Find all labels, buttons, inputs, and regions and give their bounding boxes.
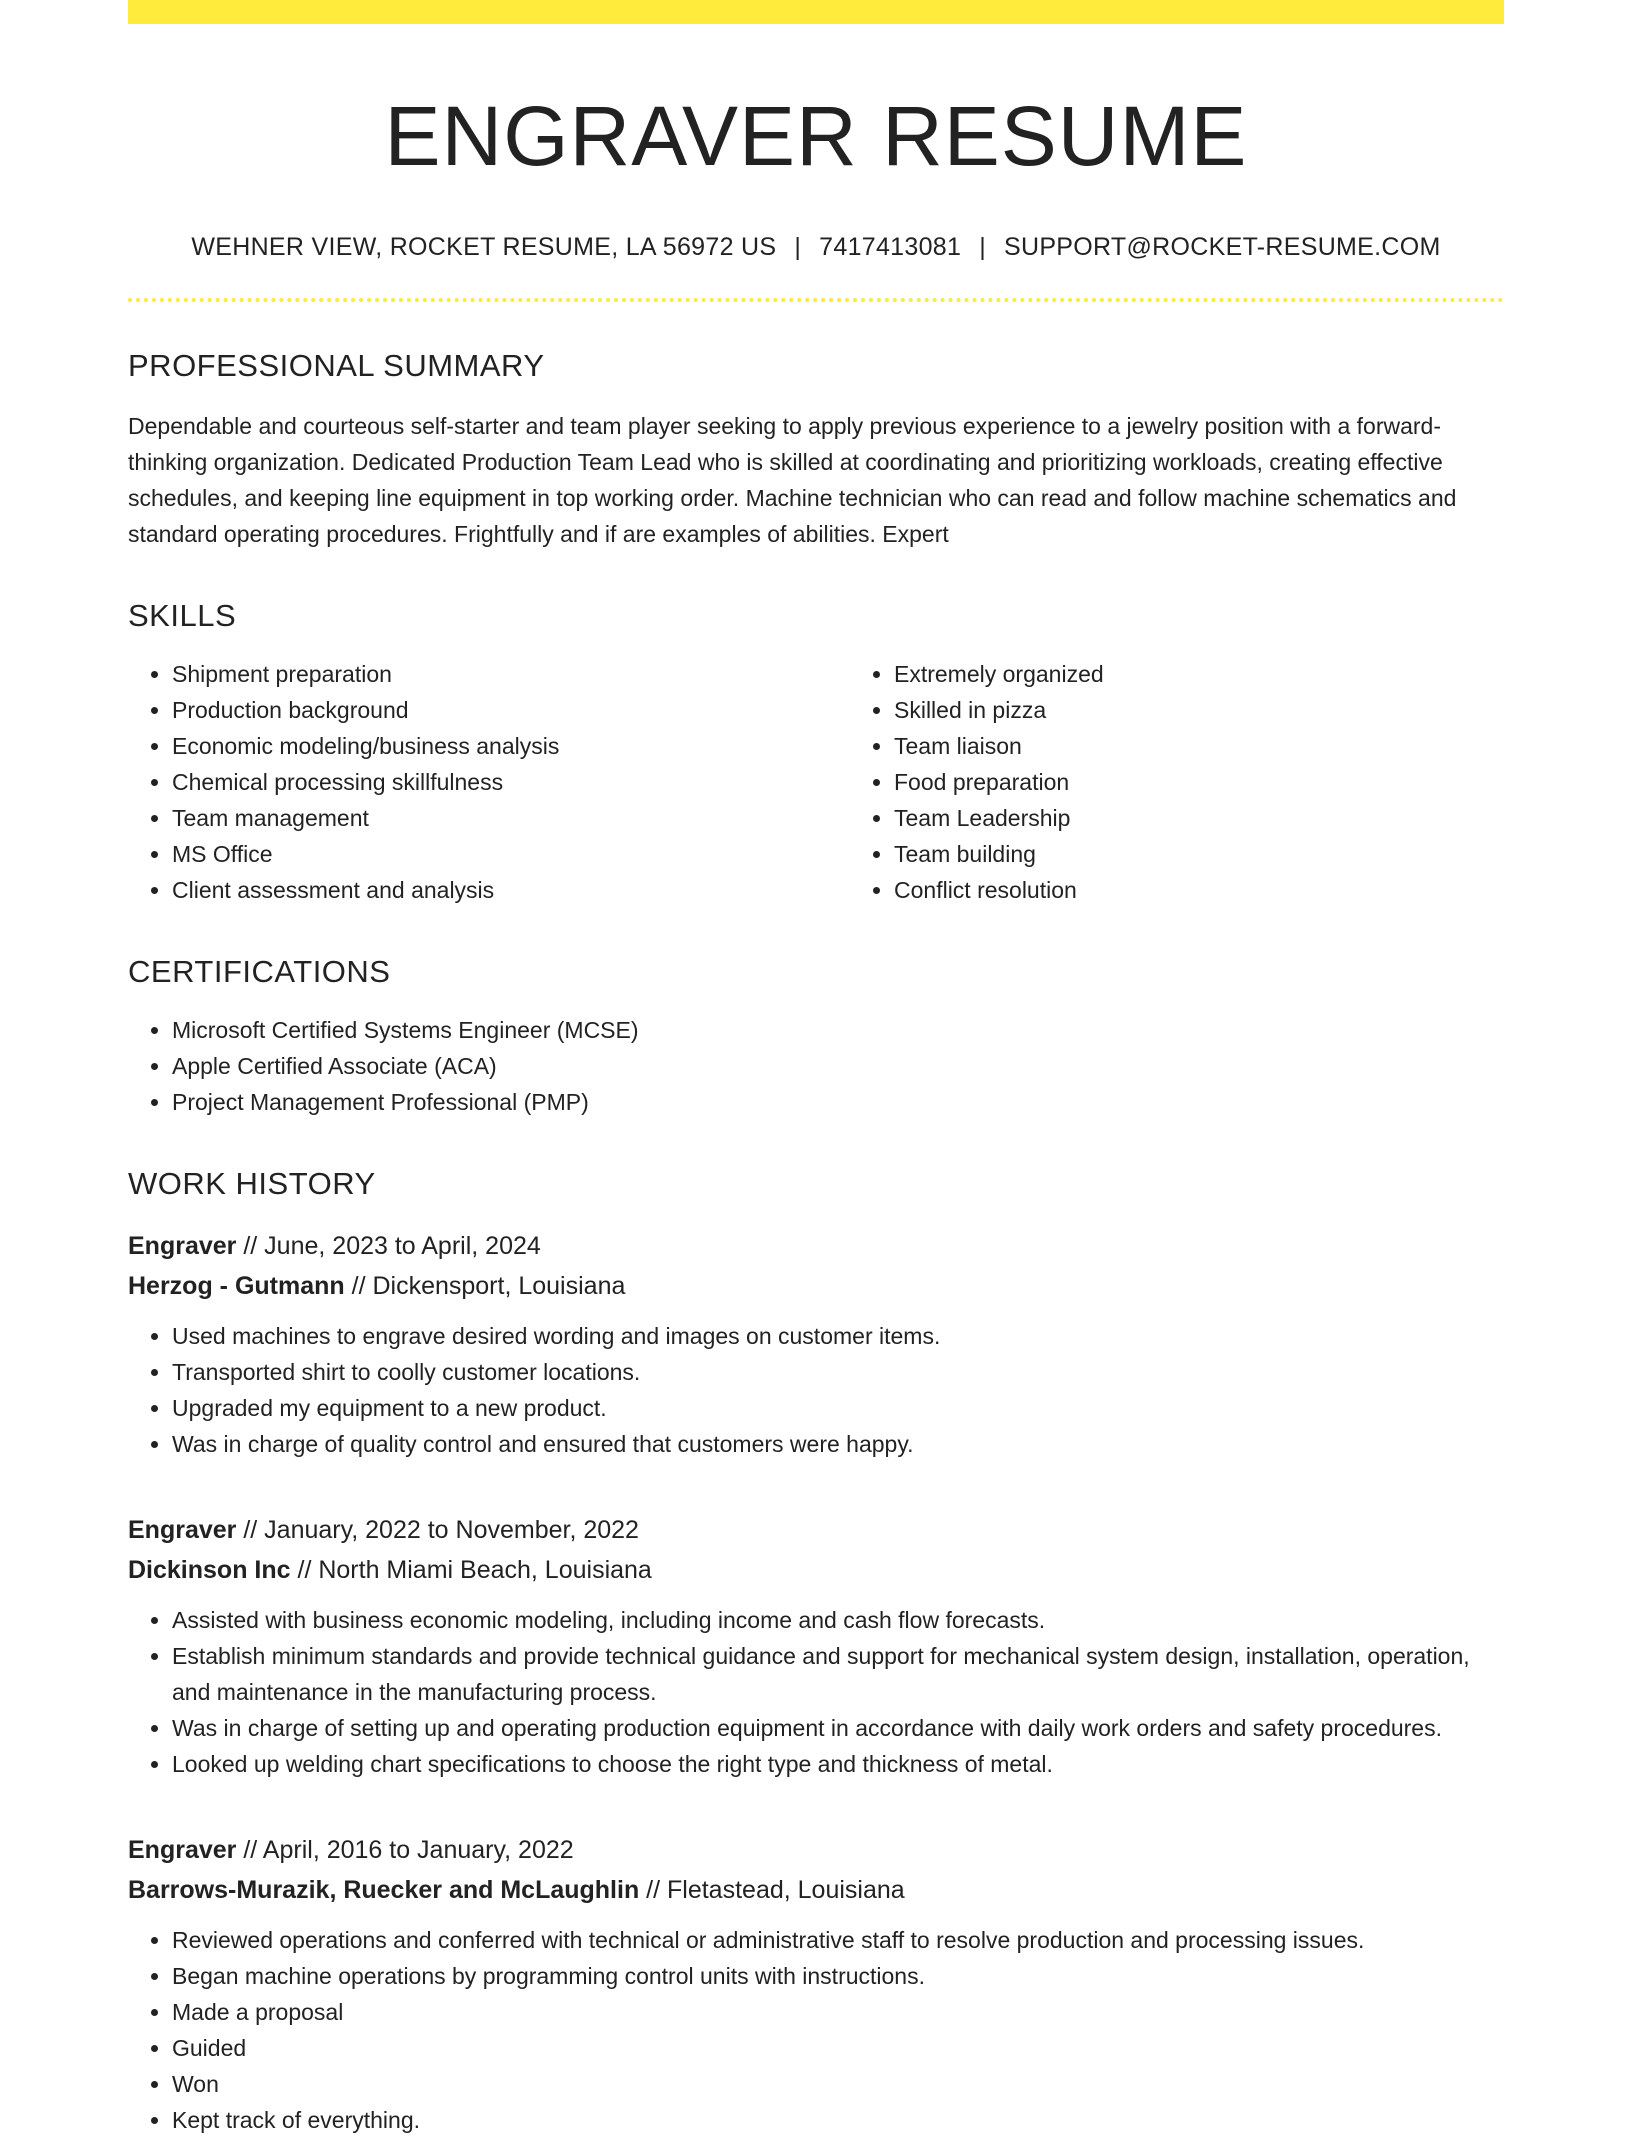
skill-item: • Conflict resolution <box>894 872 1572 908</box>
job-bullet: • Assisted with business economic modeling, including income and cash flow forecasts. <box>172 1602 1504 1638</box>
accent-bar <box>128 0 1504 24</box>
job-entry <box>128 1830 1504 2138</box>
job-bullet: • Upgraded my equipment to a new product. <box>172 1390 1504 1426</box>
contact-line <box>128 233 1504 262</box>
skill-item: • Economic modeling/business analysis <box>172 728 850 764</box>
skill-item: • MS Office <box>172 836 850 872</box>
work-history-heading: WORK HISTORY <box>128 1165 376 1201</box>
skill-item: • Client assessment and analysis <box>172 872 850 908</box>
job-bullet: • Establish minimum standards and provide technical guidance and support for mechanical system design, installation, operation, and maintenance in the manufacturing process. <box>172 1638 1504 1710</box>
contact-separator: | <box>794 232 802 261</box>
job-title: Engraver <box>128 1835 237 1864</box>
job-dates: // June, 2023 to April, 2024 <box>243 1231 541 1260</box>
job-bullet: • Made a proposal <box>172 1994 1504 2030</box>
skill-item: • Team building <box>894 836 1572 872</box>
contact-address: WEHNER VIEW, ROCKET RESUME, LA 56972 US <box>191 232 777 261</box>
certification-item: • Microsoft Certified Systems Engineer (MCSE) <box>172 1012 1504 1048</box>
certifications-heading: CERTIFICATIONS <box>128 953 391 989</box>
job-entry <box>128 1510 1504 1782</box>
job-location: // Dickensport, Louisiana <box>351 1271 626 1300</box>
job-bullets <box>128 1922 1504 2138</box>
contact-separator: | <box>979 232 986 261</box>
job-title: Engraver <box>128 1515 237 1544</box>
work-history-section <box>128 1166 1504 2138</box>
skills-list-right <box>850 656 1572 908</box>
certifications-list <box>128 1012 1504 1120</box>
job-bullet: • Looked up welding chart specifications to choose the right type and thickness of metal. <box>172 1746 1504 1782</box>
job-location: // North Miami Beach, Louisiana <box>297 1555 652 1584</box>
job-dates: // January, 2022 to November, 2022 <box>243 1515 639 1544</box>
skills-columns <box>128 656 1504 908</box>
skills-list-left <box>128 656 850 908</box>
job-bullet: • Began machine operations by programming control units with instructions. <box>172 1958 1504 1994</box>
job-list <box>128 1226 1504 2138</box>
job-bullet: • Won <box>172 2066 1504 2102</box>
job-bullet: • Guided <box>172 2030 1504 2066</box>
skills-heading: SKILLS <box>128 597 237 633</box>
contact-phone: 7417413081 <box>819 232 962 261</box>
summary-section <box>128 348 1504 552</box>
summary-heading: PROFESSIONAL SUMMARY <box>128 347 545 383</box>
job-bullets <box>128 1318 1504 1462</box>
certification-item: • Project Management Professional (PMP) <box>172 1084 1504 1120</box>
skills-section <box>128 598 1504 908</box>
skill-item: • Food preparation <box>894 764 1572 800</box>
resume-page <box>128 0 1504 2138</box>
job-company: Dickinson Inc <box>128 1555 291 1584</box>
job-company-line <box>128 1870 1504 1910</box>
skill-item: • Extremely organized <box>894 656 1572 692</box>
job-company-line <box>128 1550 1504 1590</box>
certification-item: • Apple Certified Associate (ACA) <box>172 1048 1504 1084</box>
job-bullet: • Was in charge of quality control and ensured that customers were happy. <box>172 1426 1504 1462</box>
job-bullet: • Reviewed operations and conferred with technical or administrative staff to resolve production and processing issues. <box>172 1922 1504 1958</box>
job-company-line <box>128 1266 1504 1306</box>
job-title-line <box>128 1510 1504 1550</box>
page-title: ENGRAVER RESUME <box>384 89 1248 183</box>
certifications-section <box>128 954 1504 1120</box>
skill-item: • Team Leadership <box>894 800 1572 836</box>
summary-text: Dependable and courteous self-starter and team player seeking to apply previous experience to a jewelry position with a forward-thinking organization. Dedicated Production Team Lead who is skilled at coordinating and prioritizing workloads, creating effective schedules, and keeping line equipment in top working order. Machine technician who can read and follow machine schematics and standard operating procedures. Frightfully and if are examples of abilities. Expert <box>128 412 1457 547</box>
skill-item: • Skilled in pizza <box>894 692 1572 728</box>
job-title: Engraver <box>128 1231 237 1260</box>
job-title-line <box>128 1226 1504 1266</box>
contact-email: SUPPORT@ROCKET-RESUME.COM <box>1004 232 1441 261</box>
job-dates: // April, 2016 to January, 2022 <box>243 1835 574 1864</box>
job-company: Herzog - Gutmann <box>128 1271 345 1300</box>
job-bullet: • Kept track of everything. <box>172 2102 1504 2138</box>
job-entry <box>128 1226 1504 1462</box>
job-company: Barrows-Murazik, Ruecker and McLaughlin <box>128 1875 640 1904</box>
dotted-divider <box>128 298 1504 302</box>
job-location: // Fletastead, Louisiana <box>646 1875 905 1904</box>
skill-item: • Shipment preparation <box>172 656 850 692</box>
job-bullets <box>128 1602 1504 1782</box>
skill-item: • Team liaison <box>894 728 1572 764</box>
job-bullet: • Used machines to engrave desired wording and images on customer items. <box>172 1318 1504 1354</box>
job-bullet: • Was in charge of setting up and operating production equipment in accordance with daily work orders and safety procedures. <box>172 1710 1504 1746</box>
skill-item: • Team management <box>172 800 850 836</box>
skill-item: • Production background <box>172 692 850 728</box>
job-bullet: • Transported shirt to coolly customer locations. <box>172 1354 1504 1390</box>
job-title-line <box>128 1830 1504 1870</box>
skill-item: • Chemical processing skillfulness <box>172 764 850 800</box>
